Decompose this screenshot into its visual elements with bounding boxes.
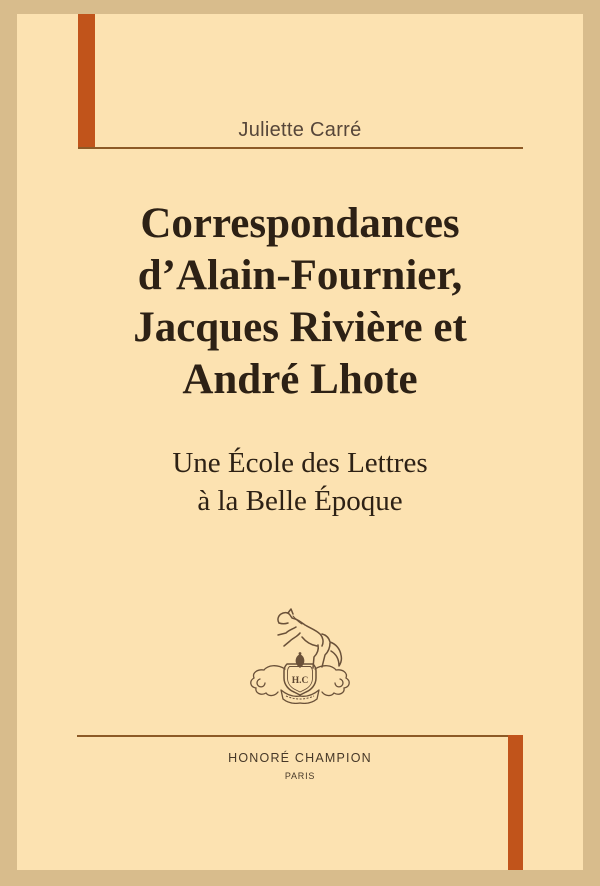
book-subtitle: [17, 444, 583, 520]
title-line: Correspondances: [140, 200, 460, 247]
title-line: André Lhote: [182, 356, 418, 403]
publisher-city: PARIS: [284, 771, 316, 781]
publisher-block: [17, 751, 583, 781]
publisher-name: HONORÉ CHAMPION: [228, 751, 372, 765]
footer-rule: [77, 735, 523, 737]
subtitle-line: à la Belle Époque: [197, 485, 403, 517]
publisher-logo-icon: [248, 606, 352, 704]
bottom-accent-bar: [508, 735, 523, 870]
author-rule: [78, 147, 523, 149]
book-cover: [17, 14, 583, 870]
book-title: [17, 198, 583, 406]
subtitle-line: Une École des Lettres: [172, 447, 428, 479]
monogram-text: H.C: [291, 676, 309, 686]
horse-icon: [278, 609, 341, 668]
fleuron-icon: [296, 652, 305, 668]
title-line: d’Alain-Fournier,: [137, 252, 463, 299]
author-name: Juliette Carré: [238, 119, 362, 141]
title-line: Jacques Rivière et: [133, 304, 467, 351]
